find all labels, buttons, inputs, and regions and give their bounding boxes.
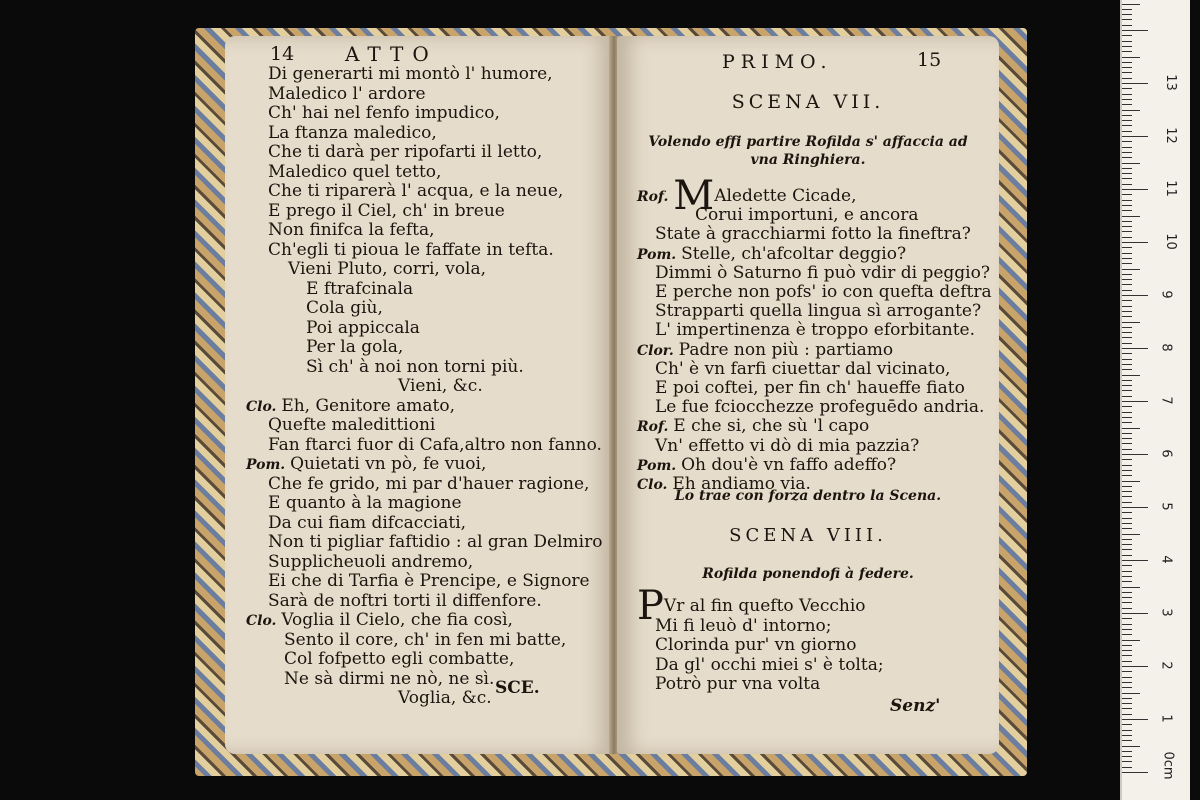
ruler-tick	[1122, 375, 1140, 376]
ruler-tick	[1122, 592, 1132, 593]
ruler-tick	[1122, 666, 1148, 667]
ruler-tick	[1122, 163, 1140, 164]
ruler-tick	[1122, 396, 1132, 397]
ruler-tick	[1122, 730, 1132, 731]
verse-text: Che ti darà per ripofarti il letto,	[268, 142, 543, 162]
verse-text: Supplicheuoli andremo,	[268, 551, 474, 572]
verse-text: Aledette Cicade,	[714, 186, 857, 206]
ruler-tick	[1122, 25, 1132, 26]
ruler-tick	[1122, 231, 1132, 232]
verse-text: Quietati vn pò, fe vuoi,	[290, 454, 487, 474]
ruler-tick	[1122, 337, 1132, 338]
ruler-tick	[1122, 279, 1132, 280]
verse-line	[655, 655, 884, 675]
ruler-tick	[1122, 332, 1132, 333]
ruler-tick	[1122, 634, 1132, 635]
verse-text: Le fue fciocchezze profeguēdo andria.	[655, 397, 985, 418]
ruler-tick	[1122, 560, 1148, 561]
ruler-tick	[1122, 62, 1132, 63]
ruler-tick	[1122, 459, 1132, 460]
ruler-tick	[1122, 247, 1132, 248]
verse-line	[246, 396, 455, 417]
verse-text: Corui importuni, e ancora	[695, 205, 919, 226]
verse-line	[268, 142, 542, 162]
ruler-tick	[1122, 200, 1132, 201]
verse-text: Strapparti quella lingua sì arrogante?	[655, 301, 982, 322]
ruler-tick	[1122, 613, 1148, 614]
ruler-tick	[1122, 724, 1132, 725]
verse-text: Ch' hai nel fenfo impudico,	[268, 103, 500, 123]
ruler-tick	[1122, 401, 1148, 402]
stage-direction: Lo trae con forza dentro la Scena.	[674, 488, 942, 504]
ruler-tick	[1122, 316, 1132, 317]
ruler-tick	[1122, 751, 1132, 752]
verse-text: Vieni, &c.	[398, 376, 483, 396]
verse-text: Vr al fin quefto Vecchio	[663, 596, 866, 616]
ruler-tick	[1122, 359, 1132, 360]
ruler-tick	[1122, 67, 1132, 68]
ruler-tick	[1122, 438, 1132, 439]
verse-text: Che ti riparerà l' acqua, e la neue,	[268, 181, 564, 201]
ruler-tick	[1122, 94, 1132, 95]
speaker-label: Pom.	[246, 457, 291, 473]
ruler-tick	[1122, 740, 1132, 741]
verse-text: E prego il Ciel, ch' in breue	[268, 200, 505, 221]
verse-text: Clorinda pur' vn giorno	[655, 635, 857, 655]
ruler-tick	[1122, 306, 1132, 307]
verse-line	[655, 616, 832, 636]
ruler-tick	[1122, 549, 1132, 550]
ruler-tick	[1122, 300, 1132, 301]
verse-line	[655, 359, 950, 379]
ruler-tick	[1122, 422, 1132, 423]
verse-text: Sì ch' à noi non torni più.	[306, 356, 524, 377]
verse-line	[284, 669, 494, 689]
ruler-tick	[1122, 528, 1132, 529]
verse-line	[655, 674, 820, 694]
ruler-number: 5	[1158, 502, 1174, 511]
verse-line	[306, 357, 524, 377]
ruler-tick	[1122, 88, 1132, 89]
verse-text: State à gracchiarmi fotto la fineftra?	[655, 224, 971, 245]
ruler-tick	[1122, 428, 1140, 429]
ruler-tick	[1122, 216, 1140, 217]
ruler-tick	[1122, 465, 1132, 466]
verse-text: Ei che di Tarfia è Prencipe, e Signore	[268, 571, 590, 591]
ruler-tick	[1122, 9, 1132, 10]
ruler-tick	[1122, 295, 1148, 296]
ruler-number: 1	[1158, 714, 1174, 723]
verse-text: Per la gola,	[306, 337, 404, 357]
ruler-tick	[1122, 184, 1132, 185]
ruler-tick	[1122, 72, 1132, 73]
verse-line	[268, 181, 563, 201]
ruler-tick	[1122, 671, 1132, 672]
page-number: 14	[270, 43, 295, 65]
ruler-tick	[1122, 518, 1132, 519]
ruler-tick	[1122, 221, 1132, 222]
ruler-tick	[1122, 645, 1132, 646]
verse-text: Cola giù,	[306, 298, 383, 318]
ruler-tick	[1122, 78, 1132, 79]
ruler-tick	[1122, 587, 1140, 588]
ruler-tick	[1122, 698, 1132, 699]
ruler-tick	[1122, 57, 1140, 58]
ruler-tick	[1122, 693, 1140, 694]
ruler-tick	[1122, 650, 1132, 651]
verse-text: Oh dou'è vn faffo adeffo?	[681, 454, 897, 475]
verse-line	[288, 259, 486, 279]
ruler-tick	[1122, 677, 1132, 678]
ruler-tick	[1122, 46, 1132, 47]
verse-text: Quefte maledittioni	[268, 415, 436, 435]
drop-cap: P	[637, 583, 664, 629]
ruler-tick	[1122, 496, 1132, 497]
ruler-tick	[1122, 327, 1132, 328]
ruler-tick	[1122, 189, 1148, 190]
verse-text: E quanto à la magione	[268, 493, 462, 513]
verse-text: Fan ftarci fuor di Cafa,altro non fanno.	[268, 434, 602, 455]
verse-text: Vn' effetto vi dò di mia pazzia?	[655, 435, 920, 456]
ruler-tick	[1122, 242, 1148, 243]
ruler-tick	[1122, 523, 1132, 524]
verse-text: Sarà de noftri torti il diffenfore.	[268, 590, 542, 611]
ruler-tick	[1122, 343, 1132, 344]
ruler-tick	[1122, 544, 1132, 545]
stage-direction: Volendo effi partire Rofilda s' affaccia ad	[648, 134, 968, 150]
ruler-tick	[1122, 491, 1132, 492]
verse-text: Che fe grido, mi par d'hauer ragione,	[268, 473, 590, 494]
ruler-tick	[1122, 51, 1132, 52]
ruler-tick	[1122, 258, 1132, 259]
verse-text: Padre non più : partiamo	[678, 339, 894, 360]
ruler-tick	[1122, 661, 1132, 662]
ruler-tick	[1122, 608, 1132, 609]
ruler-tick	[1122, 110, 1140, 111]
ruler-tick	[1122, 136, 1148, 137]
verse-line	[398, 376, 483, 396]
verse-text: Maledico quel tetto,	[268, 161, 442, 182]
ruler-tick	[1122, 390, 1132, 391]
ruler-tick	[1122, 708, 1132, 709]
verse-line	[655, 378, 965, 398]
left-page	[225, 36, 614, 754]
verse-text: Non ti pigliar faftidio : al gran Delmiro	[268, 532, 603, 552]
ruler-tick	[1122, 322, 1140, 323]
verse-text: L' impertinenza è troppo eforbitante.	[655, 320, 976, 341]
ruler-tick	[1122, 35, 1132, 36]
verse-line	[268, 240, 554, 260]
verse-text: E perche non pofs' io con quefta deftra	[655, 282, 992, 302]
ruler-tick	[1122, 571, 1132, 572]
speaker-label: Clo.	[246, 398, 282, 415]
ruler-tick	[1122, 682, 1132, 683]
ruler-tick	[1122, 41, 1132, 42]
ruler-tick	[1122, 475, 1132, 476]
verse-line	[268, 220, 435, 240]
verse-text: Da cui fiam difcacciati,	[268, 512, 467, 533]
stage-direction: Rofilda ponendofi à federe.	[702, 566, 914, 582]
verse-line	[637, 455, 896, 476]
verse-line	[398, 688, 492, 708]
verse-line	[306, 279, 413, 299]
ruler-tick	[1122, 719, 1148, 720]
verse-line	[268, 415, 435, 435]
ruler-tick	[1122, 120, 1132, 121]
ruler-tick	[1122, 19, 1132, 20]
ruler-tick	[1122, 629, 1132, 630]
ruler-tick	[1122, 412, 1132, 413]
ruler-number: 6	[1158, 449, 1174, 458]
ruler-tick	[1122, 380, 1132, 381]
ruler-tick	[1122, 502, 1132, 503]
stage-direction: vna Ringhiera.	[750, 152, 866, 168]
ruler-tick	[1122, 735, 1132, 736]
scene-title: SCENA VIII.	[729, 525, 887, 546]
verse-line	[655, 436, 919, 456]
ruler-tick	[1122, 226, 1132, 227]
verse-line	[268, 591, 542, 611]
verse-line	[268, 474, 589, 494]
verse-text: Potrò pur vna volta	[655, 674, 821, 694]
ruler-tick	[1122, 507, 1148, 508]
verse-line	[268, 493, 462, 513]
verse-text: Vieni Pluto, corri, vola,	[288, 259, 487, 279]
verse-text: Voglia, &c.	[398, 688, 492, 708]
ruler-tick	[1122, 576, 1132, 577]
ruler-tick	[1122, 618, 1132, 619]
ruler-tick	[1122, 449, 1132, 450]
verse-line	[268, 103, 500, 123]
ruler-tick	[1122, 147, 1132, 148]
ruler-tick	[1122, 364, 1132, 365]
ruler-tick	[1122, 311, 1132, 312]
ruler-tick	[1122, 454, 1148, 455]
ruler-tick	[1122, 433, 1132, 434]
right-page	[617, 36, 999, 754]
verse-text: La ftanza maledico,	[268, 122, 437, 143]
ruler-tick	[1122, 173, 1132, 174]
verse-text: Non finifca la fefta,	[268, 220, 435, 240]
ruler-number: 12	[1162, 127, 1178, 144]
verse-line	[268, 552, 473, 572]
ruler-number: 3	[1158, 608, 1174, 617]
ruler-tick	[1122, 565, 1132, 566]
verse-line	[246, 454, 486, 475]
ruler-tick	[1122, 481, 1140, 482]
ruler-tick	[1122, 263, 1132, 264]
ruler-tick	[1122, 348, 1148, 349]
ruler-number: 9	[1158, 290, 1174, 299]
ruler-tick	[1122, 99, 1132, 100]
verse-text: Eh, Genitore amato,	[281, 395, 456, 416]
ruler-tick	[1122, 539, 1132, 540]
ruler-tick	[1122, 157, 1132, 158]
verse-line	[695, 205, 919, 225]
ruler-tick	[1122, 194, 1132, 195]
verse-text: Maledico l' ardore	[268, 83, 426, 104]
verse-line	[306, 318, 420, 338]
ruler-tick	[1122, 30, 1148, 31]
drop-cap: M	[673, 173, 715, 219]
speaker-label: Rof.	[637, 189, 674, 205]
ruler-tick	[1122, 369, 1132, 370]
ruler-number: 4	[1158, 555, 1174, 564]
verse-line	[306, 298, 383, 318]
ruler-tick	[1122, 470, 1132, 471]
verse-line	[655, 282, 992, 302]
verse-line	[268, 513, 466, 533]
verse-line	[268, 571, 590, 591]
ruler-number: 13	[1162, 74, 1178, 91]
verse-text: Voglia il Cielo, che fia così,	[281, 610, 513, 630]
ruler-tick	[1122, 290, 1132, 291]
verse-line	[246, 610, 513, 631]
verse-line	[637, 173, 857, 219]
ruler-tick	[1122, 274, 1132, 275]
ruler-unit: 0cm	[1160, 751, 1176, 780]
verse-text: Dimmi ò Saturno fi può vdir di peggio?	[655, 262, 990, 283]
verse-line	[268, 123, 437, 143]
verse-line	[655, 397, 984, 417]
ruler-tick	[1122, 640, 1140, 641]
verse-line	[268, 64, 553, 84]
ruler-tick	[1122, 756, 1132, 757]
verse-text: E poi coftei, per fin ch' haueffe fiato	[655, 378, 965, 398]
ruler-tick	[1122, 443, 1132, 444]
ruler-tick	[1122, 131, 1132, 132]
ruler-tick	[1122, 597, 1132, 598]
verse-line	[655, 320, 975, 340]
ruler-tick	[1122, 602, 1132, 603]
catchword: SCE.	[495, 678, 540, 698]
ruler-tick	[1122, 269, 1140, 270]
verse-text: Col fofpetto egli combatte,	[284, 649, 515, 669]
ruler-tick	[1122, 178, 1132, 179]
verse-line	[268, 435, 602, 455]
ruler-tick	[1122, 237, 1132, 238]
ruler-tick	[1122, 406, 1132, 407]
ruler-tick	[1122, 168, 1132, 169]
ruler-tick	[1122, 253, 1132, 254]
ruler-tick	[1122, 141, 1132, 142]
ruler-tick	[1122, 746, 1140, 747]
verse-line	[268, 201, 505, 221]
verse-line	[637, 340, 893, 361]
speaker-label: Clor.	[637, 342, 679, 359]
ruler-number: 2	[1158, 661, 1174, 670]
verse-text: Ne sà dirmi ne nò, ne sì.	[284, 668, 495, 689]
ruler-tick	[1122, 767, 1132, 768]
speaker-label: Pom.	[637, 246, 682, 263]
verse-text: Ch' è vn farfi ciuettar dal vicinato,	[655, 358, 951, 379]
verse-line	[306, 337, 403, 357]
ruler-tick	[1122, 555, 1132, 556]
scene-title: SCENA VII.	[731, 91, 885, 113]
verse-text: Sento il core, ch' in fen mi batte,	[284, 629, 567, 650]
ruler-tick	[1122, 772, 1148, 773]
ruler-tick	[1122, 687, 1132, 688]
verse-text: Da gl' occhi miei s' è tolta;	[655, 654, 884, 675]
verse-line	[637, 244, 906, 265]
verse-text: Di generarti mi montò l' humore,	[268, 64, 553, 84]
verse-text: Stelle, ch'afcoltar deggio?	[681, 243, 907, 264]
verse-text: E che si, che sù 'l capo	[673, 416, 870, 437]
catchword: Senz'	[890, 696, 941, 716]
ruler-tick	[1122, 581, 1132, 582]
ruler-tick	[1122, 624, 1132, 625]
ruler-tick	[1122, 284, 1132, 285]
ruler-number: 7	[1158, 396, 1174, 405]
verse-line	[655, 635, 856, 655]
ruler-tick	[1122, 417, 1132, 418]
verse-text: Poi appiccala	[306, 317, 420, 338]
verse-line	[268, 532, 602, 552]
ruler-tick	[1122, 210, 1132, 211]
ruler-tick	[1122, 534, 1140, 535]
page-number: 15	[917, 49, 942, 71]
ruler-tick	[1122, 385, 1132, 386]
ruler-tick	[1122, 4, 1140, 5]
ruler-tick	[1122, 512, 1132, 513]
ruler-tick	[1122, 115, 1132, 116]
verse-text: Ch'egli ti pioua le faffate in tefta.	[268, 239, 554, 260]
speaker-label: Clo.	[637, 477, 673, 493]
verse-line	[284, 630, 566, 650]
ruler-tick	[1122, 125, 1132, 126]
verse-text: Eh andiamo via.	[672, 474, 811, 494]
ruler-tick	[1122, 353, 1132, 354]
verse-line	[655, 224, 971, 244]
ruler-tick	[1122, 14, 1132, 15]
ruler-tick	[1122, 104, 1132, 105]
verse-line	[637, 416, 869, 437]
running-title: PRIMO.	[722, 51, 833, 73]
ruler-tick	[1122, 761, 1132, 762]
running-title: ATTO	[345, 42, 438, 66]
verse-text: E ftrafcinala	[306, 278, 414, 299]
ruler-number: 11	[1162, 180, 1178, 197]
ruler-number: 10	[1162, 233, 1178, 250]
verse-line	[268, 84, 426, 104]
ruler-tick	[1122, 83, 1148, 84]
ruler-tick	[1122, 655, 1132, 656]
verse-line	[655, 263, 990, 283]
verse-text: Mi fi leuò d' intorno;	[655, 615, 832, 636]
ruler-tick	[1122, 205, 1132, 206]
speaker-label: Pom.	[637, 457, 682, 474]
verse-line	[268, 162, 441, 182]
verse-line	[655, 301, 981, 321]
speaker-label: Rof.	[637, 419, 674, 436]
ruler-tick	[1122, 486, 1132, 487]
ruler-tick	[1122, 703, 1132, 704]
speaker-label: Clo.	[246, 613, 282, 629]
measuring-ruler	[1120, 0, 1190, 800]
ruler-number: 8	[1158, 343, 1174, 352]
ruler-tick	[1122, 714, 1132, 715]
ruler-tick	[1122, 152, 1132, 153]
verse-line	[284, 649, 514, 669]
